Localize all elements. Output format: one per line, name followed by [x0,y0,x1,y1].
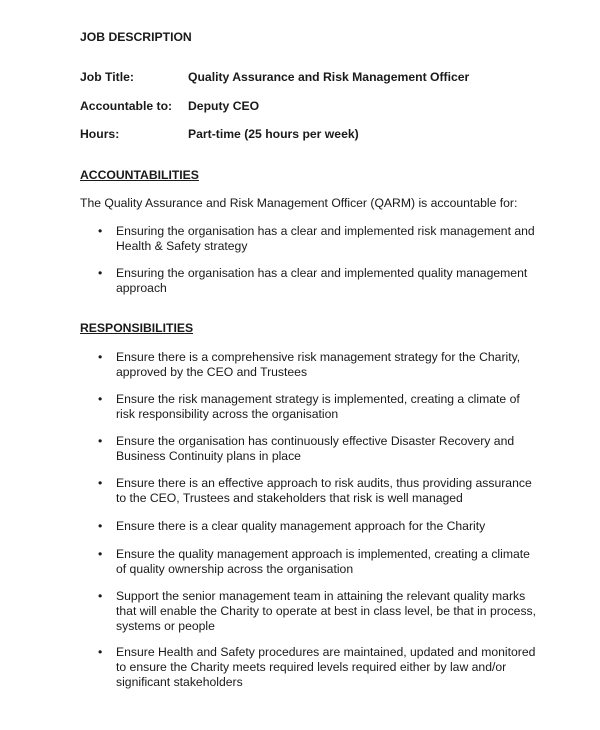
accountable-to-row [80,99,259,113]
responsibility-item [98,434,538,464]
responsibility-text: Ensure there is a clear quality management approach for the Charity [116,519,486,533]
bullet-icon: • [98,434,103,448]
accountability-item [98,224,538,254]
responsibility-text: Ensure the organisation has continuously effective Disaster Recovery and Business Continuity plans in place [116,434,515,463]
bullet-icon: • [98,547,103,561]
bullet-icon: • [98,392,103,406]
bullet-icon: • [98,519,103,533]
responsibility-item [98,476,538,506]
responsibility-item [98,519,538,534]
job-title-value: Quality Assurance and Risk Management Officer [188,70,470,84]
responsibility-text: Support the senior management team in attaining the relevant quality marks that will enable the Charity to operate at best in class level, be that in process, systems or people [116,589,537,633]
responsibility-item [98,547,538,577]
responsibility-item [98,350,538,380]
responsibility-item [98,645,538,690]
bullet-icon: • [98,476,103,490]
responsibility-text: Ensure the risk management strategy is implemented, creating a climate of risk responsibility across the organisation [116,392,520,421]
document-title: JOB DESCRIPTION [80,30,192,44]
hours-row [80,127,359,141]
responsibility-text: Ensure the quality management approach is implemented, creating a climate of quality ownership across the organisation [116,547,530,576]
accountable-to-label: Accountable to: [80,99,173,113]
responsibility-item [98,392,538,422]
bullet-icon: • [98,266,103,280]
accountability-item [98,266,538,296]
bullet-icon: • [98,645,103,659]
accountability-text: Ensuring the organisation has a clear and implemented quality management approach [116,266,528,295]
job-title-label: Job Title: [80,70,134,84]
bullet-icon: • [98,224,103,238]
responsibility-text: Ensure there is an effective approach to risk audits, thus providing assurance to the CEO, Trustees and stakeholders that risk is well managed [116,476,532,505]
accountabilities-heading: ACCOUNTABILITIES [80,168,199,182]
bullet-icon: • [98,350,103,364]
hours-value: Part-time (25 hours per week) [188,127,359,141]
responsibility-text: Ensure Health and Safety procedures are maintained, updated and monitored to ensure the Charity meets required levels required either by law and/or significant stakeholders [116,645,536,689]
bullet-icon: • [98,589,103,603]
accountability-text: Ensuring the organisation has a clear and implemented risk management and Health & Safety strategy [116,224,535,253]
job-title-row [80,70,469,84]
accountabilities-intro: The Quality Assurance and Risk Management Officer (QARM) is accountable for: [80,196,518,210]
accountable-to-value: Deputy CEO [188,99,260,113]
responsibility-text: Ensure there is a comprehensive risk management strategy for the Charity, approved by the CEO and Trustees [116,350,521,379]
hours-label: Hours: [80,127,120,141]
responsibility-item [98,589,538,634]
responsibilities-heading: RESPONSIBILITIES [80,321,194,335]
